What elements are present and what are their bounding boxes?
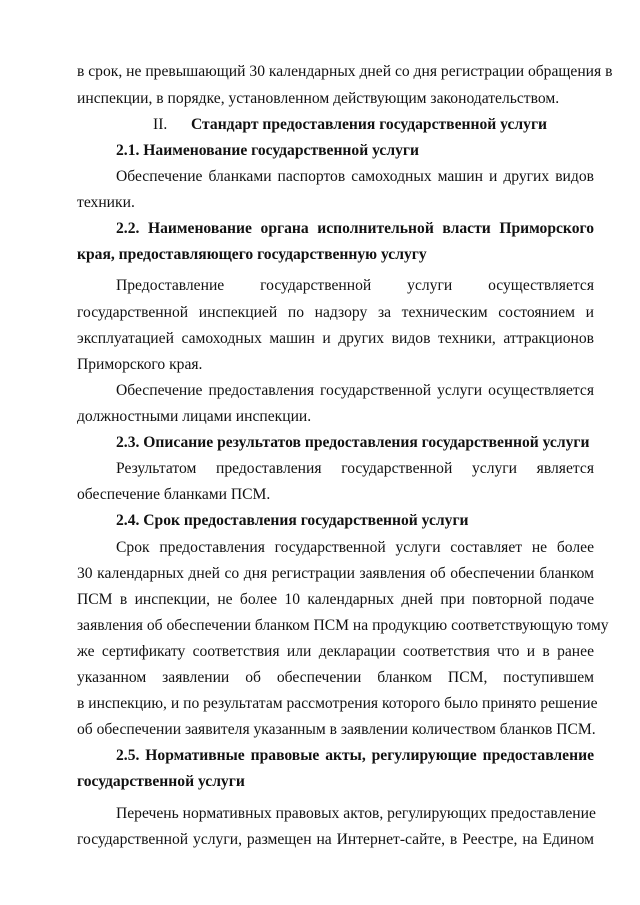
heading-2-5-line-2: государственной услуги xyxy=(77,773,245,790)
section-title: Стандарт предоставления государственной услуги xyxy=(191,116,548,133)
heading-2-3: 2.3. Описание результатов предоставления государственной услуги xyxy=(116,434,590,451)
intro-line-1: в срок, не превышающий 30 календарных дней со дня регистрации обращения в xyxy=(77,63,613,80)
para-2-5-line-1: Перечень нормативных правовых актов, регулирующих предоставление xyxy=(116,805,596,822)
para-2-5-line-2: государственной услуги, размещен на Интернет-сайте, в Реестре, на Едином xyxy=(77,831,594,848)
heading-2-2-line-2: края, предоставляющего государственную услугу xyxy=(77,246,427,263)
para-2-3-line-1: Результатом предоставления государственной услуги является xyxy=(116,460,594,477)
para-2-4-line-1: Срок предоставления государственной услуги составляет не более xyxy=(116,539,594,556)
para-2-4-line-2: 30 календарных дней со дня регистрации заявления об обеспечении бланком xyxy=(77,565,594,582)
heading-2-1: 2.1. Наименование государственной услуги xyxy=(116,142,419,159)
para-2-4-line-8: об обеспечении заявителя указанным в заявлении количеством бланков ПСМ. xyxy=(77,721,596,738)
heading-2-5-line-1: 2.5. Нормативные правовые акты, регулирующие предоставление xyxy=(116,747,594,764)
para-2-2-1-line-3: эксплуатацией самоходных машин и других видов техники, аттракционов xyxy=(77,330,594,347)
para-2-1-line-2: техники. xyxy=(77,194,135,211)
para-2-3-line-2: обеспечение бланками ПСМ. xyxy=(77,486,271,503)
intro-line-2: инспекции, в порядке, установленном действующим законодательством. xyxy=(77,90,560,107)
para-2-4-line-5: же сертификату соответствия или декларации соответствия что и в ранее xyxy=(77,643,594,660)
heading-2-4: 2.4. Срок предоставления государственной услуги xyxy=(116,512,469,529)
para-2-1-line-1: Обеспечение бланками паспортов самоходных машин и других видов xyxy=(116,168,594,185)
heading-2-2-line-1: 2.2. Наименование органа исполнительной власти Приморского xyxy=(116,220,594,237)
para-2-2-2-line-2: должностными лицами инспекции. xyxy=(77,408,312,425)
para-2-4-line-3: ПСМ в инспекции, не более 10 календарных дней при повторной подаче xyxy=(77,591,594,608)
para-2-4-line-4: заявления об обеспечении бланком ПСМ на продукцию соответствующую тому xyxy=(77,617,609,634)
para-2-2-1-line-2: государственной инспекцией по надзору за техническим состоянием и xyxy=(77,304,594,321)
para-2-2-1-line-4: Приморского края. xyxy=(77,356,203,373)
para-2-4-line-7: в инспекцию, и по результатам рассмотрения которого было принято решение xyxy=(77,695,598,712)
para-2-2-1-line-1: Предоставление государственной услуги осуществляется xyxy=(116,277,594,294)
para-2-4-line-6: указанном заявлении об обеспечении бланком ПСМ, поступившем xyxy=(77,669,594,686)
section-number: II. xyxy=(153,116,168,133)
para-2-2-2-line-1: Обеспечение предоставления государственной услуги осуществляется xyxy=(116,382,594,399)
